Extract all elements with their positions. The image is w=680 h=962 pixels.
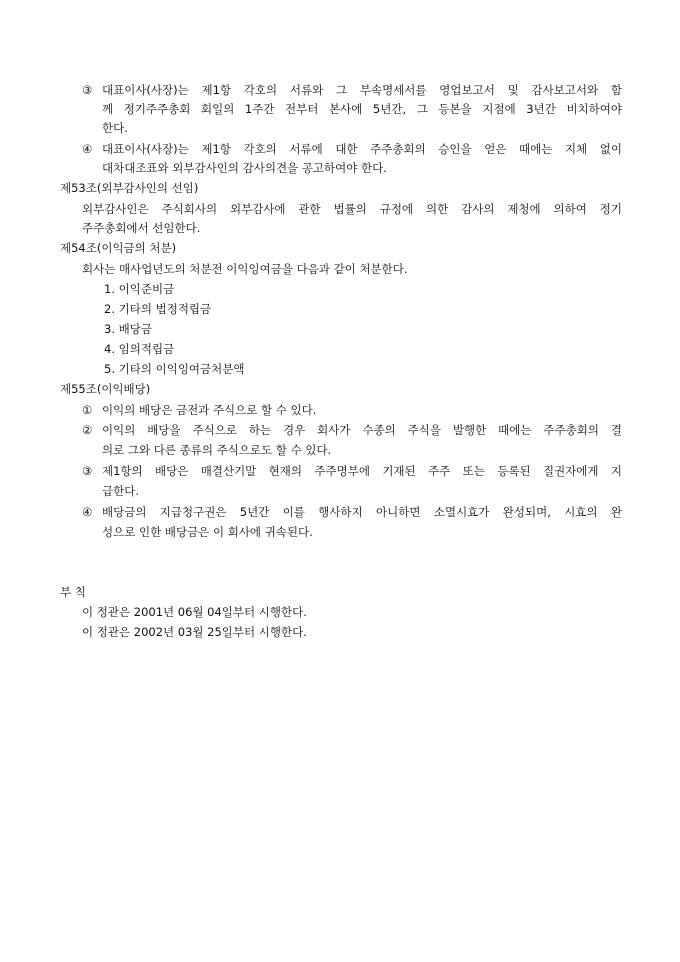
clause-text-line: 제1항의 배당은 매결산기말 현재의 주주명부에 기재된 주주 또는 등록된 질권자에게 지	[102, 464, 622, 478]
clause-text-line: 급한다.	[102, 484, 139, 498]
clause-marker: ④	[82, 142, 93, 156]
clause-text-line: 대표이사(사장)는 제1항 각호의 서류에 대한 주주총회의 승인을 얻은 때에는 지체 없이	[102, 142, 622, 156]
clause-text-line: 의로 그와 다른 종류의 주식으로도 할 수 있다.	[102, 443, 332, 457]
article-intro: 회사는 매사업년도의 처분전 이익잉여금을 다음과 같이 처분한다.	[82, 262, 408, 276]
clause-text-line: 대차대조표와 외부감사인의 감사의견을 공고하여야 한다.	[102, 161, 387, 175]
list-item: 5. 기타의 이익잉여금처분액	[104, 362, 245, 376]
clause-marker: ②	[82, 423, 93, 437]
clause-text-line: 이익의 배당은 금전과 주식으로 할 수 있다.	[102, 403, 317, 417]
article-body-line: 주주총회에서 선임한다.	[82, 221, 201, 235]
supplementary-line: 이 정관은 2001년 06월 04일부터 시행한다.	[82, 605, 307, 619]
clause-text-line: 한다.	[102, 121, 128, 135]
list-item: 3. 배당금	[104, 322, 152, 336]
clause-text-line: 성으로 인한 배당금은 이 회사에 귀속된다.	[102, 525, 313, 539]
clause-text-line: 이익의 배당을 주식으로 하는 경우 회사가 수종의 주식을 발행한 때에는 주주총회의 결	[102, 423, 622, 437]
clause-marker: ①	[82, 403, 93, 417]
clause-text-line: 대표이사(사장)는 제1항 각호의 서류와 그 부속명세서를 영업보고서 및 감사보고서와 함	[102, 83, 622, 97]
list-item: 4. 임의적립금	[104, 342, 175, 356]
clause-marker: ③	[82, 464, 93, 478]
article-body-line: 외부감사인은 주식회사의 외부감사에 관한 법률의 규정에 의한 감사의 제청에 의하여 정기	[82, 202, 622, 216]
clause-marker: ③	[82, 83, 93, 97]
clause-text-line: 께 정기주주총회 회일의 1주간 전부터 본사에 5년간, 그 등본을 지점에 3년간 비치하여야	[102, 102, 622, 116]
article-heading: 제54조(이익금의 처분)	[60, 241, 177, 255]
list-item: 2. 기타의 법정적립금	[104, 302, 212, 316]
clause-marker: ④	[82, 505, 93, 519]
supplementary-line: 이 정관은 2002년 03월 25일부터 시행한다.	[82, 625, 307, 639]
list-item: 1. 이익준비금	[104, 282, 175, 296]
supplementary-heading: 부 칙	[60, 585, 86, 599]
clause-text-line: 배당금의 지급청구권은 5년간 이를 행사하지 아니하면 소멸시효가 완성되며, 시효의 완	[102, 505, 622, 519]
article-heading: 제55조(이익배당)	[60, 382, 151, 396]
article-heading: 제53조(외부감사인의 선임)	[60, 181, 199, 195]
